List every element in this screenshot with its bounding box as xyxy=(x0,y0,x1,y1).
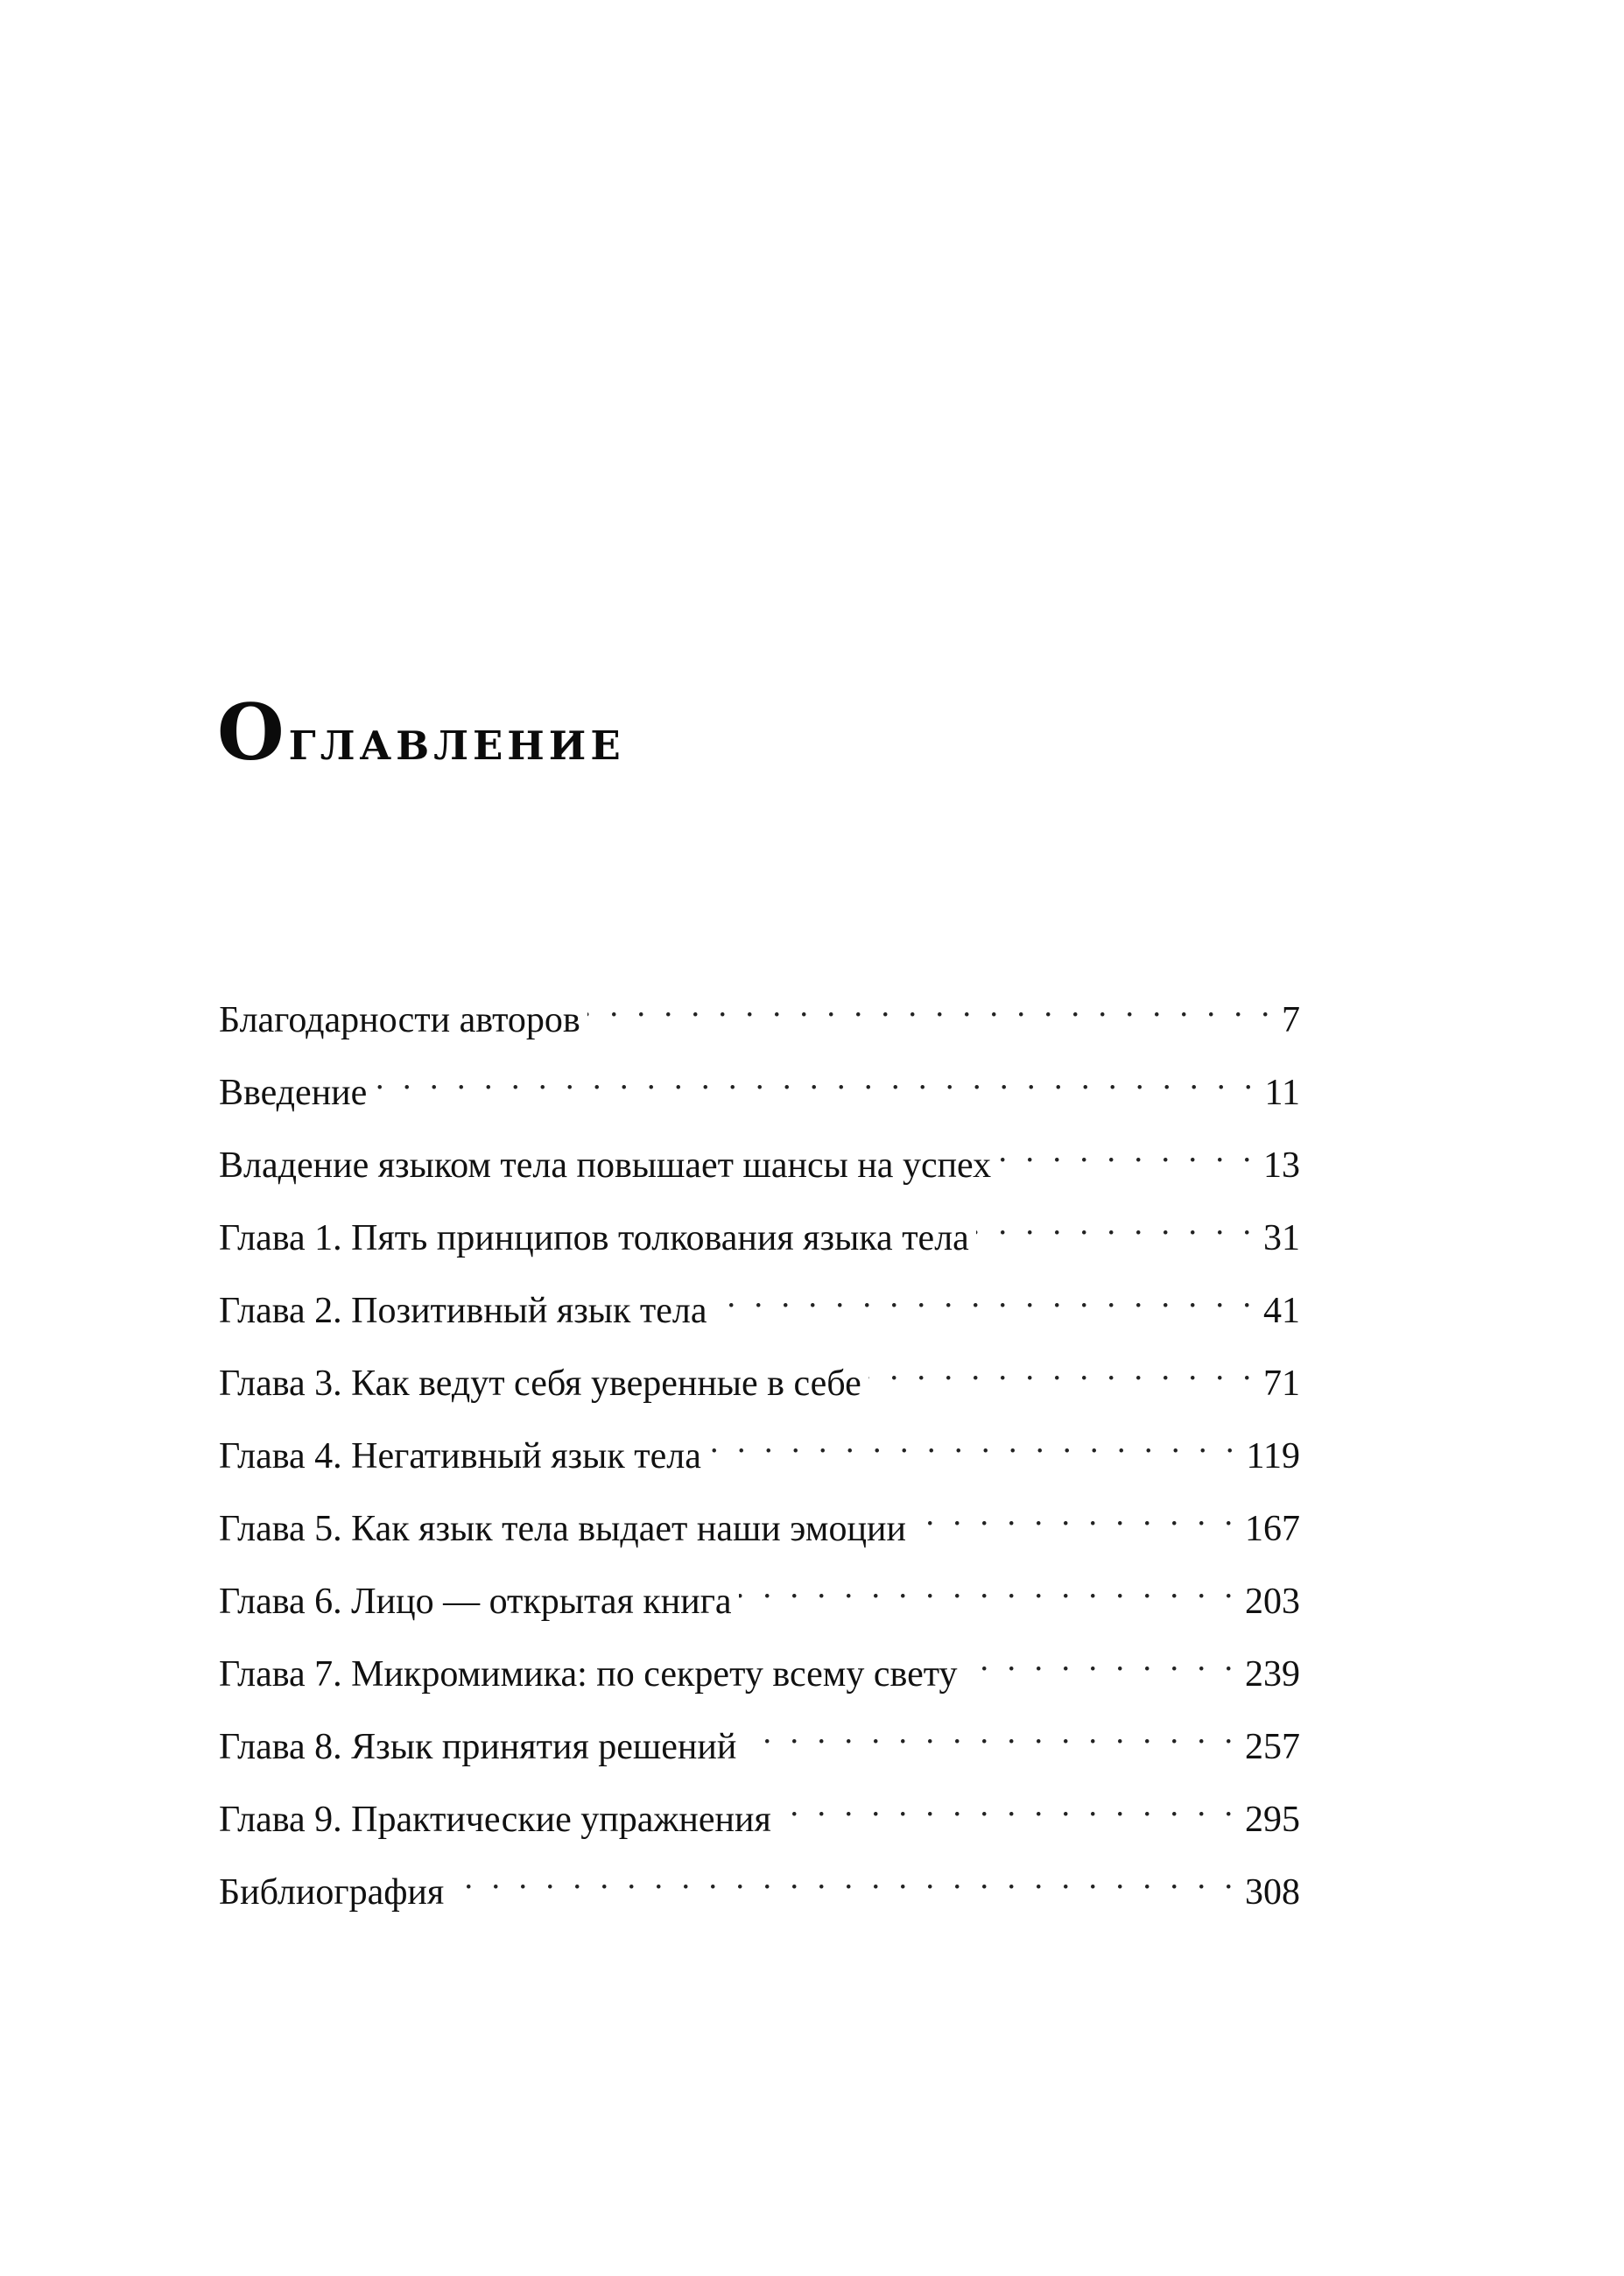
toc-entry-label: Благодарности авторов xyxy=(219,994,587,1046)
toc-entry-page: 31 xyxy=(1256,1212,1300,1265)
toc-entry-page: 257 xyxy=(1238,1721,1300,1773)
toc-entry-success[interactable] xyxy=(219,1124,1300,1197)
toc-entry-label: Глава 7. Микромимика: по секрету всему свету xyxy=(219,1648,965,1701)
toc-entry-chapter-8[interactable] xyxy=(219,1706,1300,1779)
page-title-rest: главление xyxy=(288,708,625,773)
dot-leader xyxy=(587,979,1275,1032)
toc-entry-chapter-9[interactable] xyxy=(219,1779,1300,1851)
toc-entry-bibliography[interactable] xyxy=(219,1851,1300,1924)
dot-leader xyxy=(913,1488,1238,1540)
toc-entry-chapter-3[interactable] xyxy=(219,1342,1300,1415)
dot-leader xyxy=(965,1633,1238,1686)
table-of-contents xyxy=(219,979,1300,1924)
toc-entry-chapter-6[interactable] xyxy=(219,1561,1300,1633)
dot-leader xyxy=(743,1706,1238,1758)
page-title-initial: О xyxy=(217,687,289,778)
dot-leader xyxy=(714,1270,1256,1322)
toc-entry-label: Глава 1. Пять принципов толкования языка тела xyxy=(219,1212,976,1265)
toc-entry-page: 203 xyxy=(1238,1575,1300,1628)
dot-leader xyxy=(998,1124,1256,1177)
dot-leader xyxy=(778,1779,1238,1831)
dot-leader xyxy=(451,1851,1238,1904)
toc-entry-page: 167 xyxy=(1238,1503,1300,1555)
page-title xyxy=(217,687,625,778)
toc-entry-chapter-4[interactable] xyxy=(219,1415,1300,1488)
toc-entry-page: 7 xyxy=(1275,994,1300,1046)
toc-entry-label: Введение xyxy=(219,1067,374,1119)
toc-entry-page: 295 xyxy=(1238,1793,1300,1846)
toc-entry-chapter-2[interactable] xyxy=(219,1270,1300,1342)
toc-entry-page: 11 xyxy=(1258,1067,1300,1119)
toc-entry-page: 308 xyxy=(1238,1866,1300,1919)
toc-entry-page: 41 xyxy=(1256,1285,1300,1337)
dot-leader xyxy=(708,1415,1240,1468)
toc-entry-label: Владение языком тела повышает шансы на успех xyxy=(219,1139,998,1192)
toc-entry-label: Глава 9. Практические упражнения xyxy=(219,1793,778,1846)
toc-entry-label: Глава 8. Язык принятия решений xyxy=(219,1721,743,1773)
toc-entry-page: 13 xyxy=(1256,1139,1300,1192)
toc-entry-label: Глава 2. Позитивный язык тела xyxy=(219,1285,714,1337)
toc-entry-chapter-1[interactable] xyxy=(219,1197,1300,1270)
toc-entry-label: Глава 6. Лицо — открытая книга xyxy=(219,1575,739,1628)
toc-entry-label: Библиография xyxy=(219,1866,451,1919)
toc-entry-label: Глава 4. Негативный язык тела xyxy=(219,1430,708,1483)
toc-entry-acknowledgements[interactable] xyxy=(219,979,1300,1052)
toc-entry-page: 239 xyxy=(1238,1648,1300,1701)
toc-entry-page: 71 xyxy=(1256,1357,1300,1410)
toc-entry-label: Глава 3. Как ведут себя уверенные в себе xyxy=(219,1357,868,1410)
dot-leader xyxy=(739,1561,1238,1613)
toc-entry-introduction[interactable] xyxy=(219,1052,1300,1124)
dot-leader xyxy=(868,1342,1256,1395)
toc-entry-page: 119 xyxy=(1240,1430,1300,1483)
toc-entry-chapter-7[interactable] xyxy=(219,1633,1300,1706)
toc-entry-label: Глава 5. Как язык тела выдает наши эмоции xyxy=(219,1503,913,1555)
dot-leader xyxy=(976,1197,1256,1250)
dot-leader xyxy=(374,1052,1257,1104)
toc-entry-chapter-5[interactable] xyxy=(219,1488,1300,1561)
